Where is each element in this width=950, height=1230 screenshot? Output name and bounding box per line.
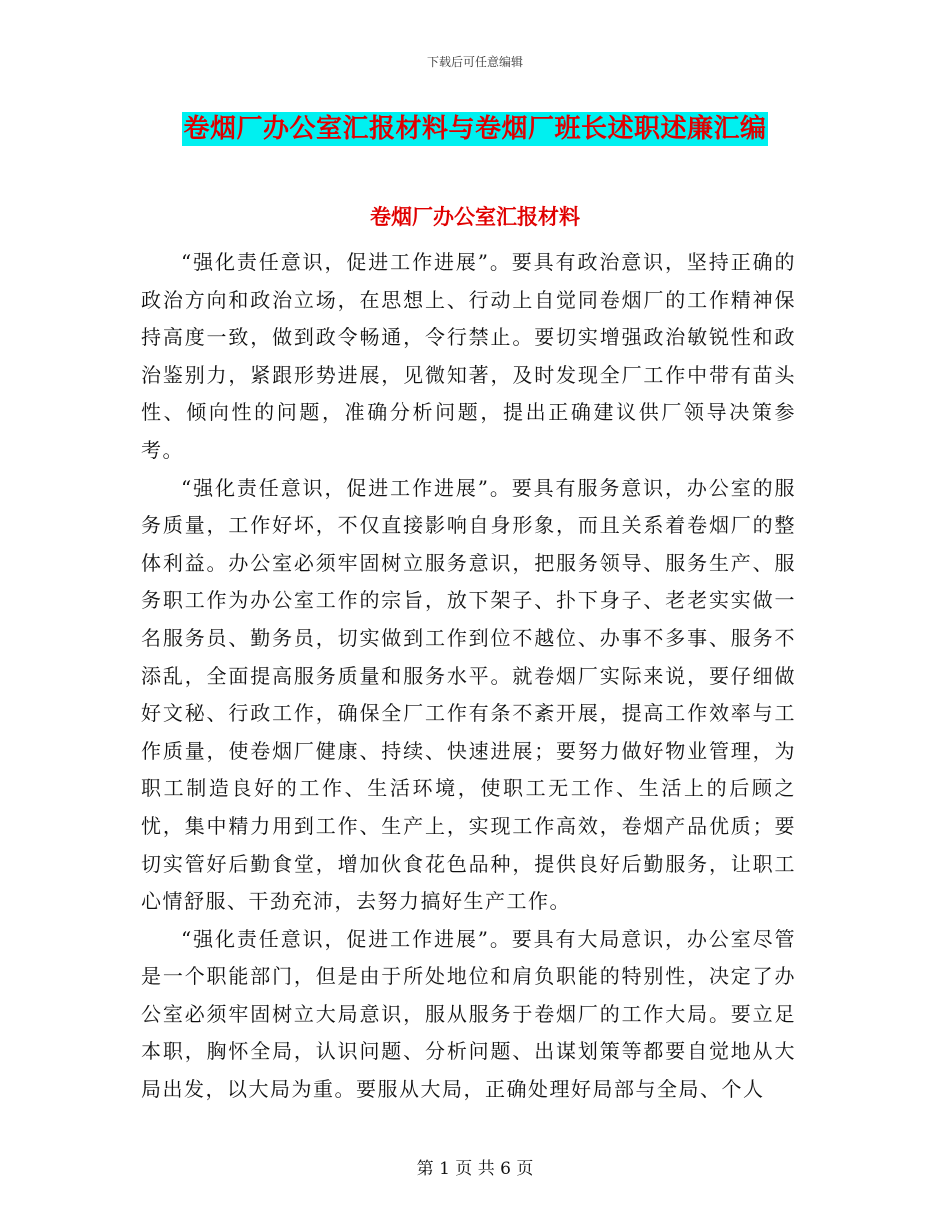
document-title-container bbox=[0, 112, 950, 146]
paragraph-2: “强化责任意识，促进工作进展”。要具有服务意识，办公室的服务质量，工作好坏，不仅直接影响自身形象，而且关系着卷烟厂的整体利益。办公室必须牢固树立服务意识，把服务领导、服务生产、服务职工作为办公室工作的宗旨，放下架子、扑下身子、老老实实做一名服务员、勤务员，切实做到工作到位不越位、办事不多事、服务不添乱，全面提高服务质量和服务水平。就卷烟厂实际来说，要仔细做好文秘、行政工作，确保全厂工作有条不紊开展，提高工作效率与工作质量，使卷烟厂健康、持续、快速进展；要努力做好物业管理，为职工制造良好的工作、生活环境，使职工无工作、生活上的后顾之忧，集中精力用到工作、生产上，实现工作高效，卷烟产品优质；要切实管好后勤食堂，增加伙食花色品种，提供良好后勤服务，让职工心情舒服、干劲充沛，去努力搞好生产工作。 bbox=[141, 475, 796, 914]
paragraph-1: “强化责任意识，促进工作进展”。要具有政治意识，坚持正确的政治方向和政治立场，在思想上、行动上自觉同卷烟厂的工作精神保持高度一致，做到政令畅通，令行禁止。要切实增强政治敏锐性和政治鉴别力，紧跟形势进展，见微知著，及时发现全厂工作中带有苗头性、倾向性的问题，准确分析问题，提出正确建议供厂领导决策参考。 bbox=[141, 250, 796, 462]
paragraph-3: “强化责任意识，促进工作进展”。要具有大局意识，办公室尽管是一个职能部门，但是由于所处地位和肩负职能的特别性，决定了办公室必须牢固树立大局意识，服从服务于卷烟厂的工作大局。要立足本职，胸怀全局，认识问题、分析问题、出谋划策等都要自觉地从大局出发，以大局为重。要服从大局，正确处理好局部与全局、个人 bbox=[141, 926, 796, 1102]
section-title: 卷烟厂办公室汇报材料 bbox=[370, 204, 580, 229]
document-body bbox=[141, 244, 796, 1109]
page-number: 第 1 页 共 6 页 bbox=[416, 1159, 534, 1179]
page-header-note: 下载后可任意编辑 bbox=[426, 55, 523, 69]
document-title: 卷烟厂办公室汇报材料与卷烟厂班长述职述廉汇编 bbox=[183, 114, 767, 144]
